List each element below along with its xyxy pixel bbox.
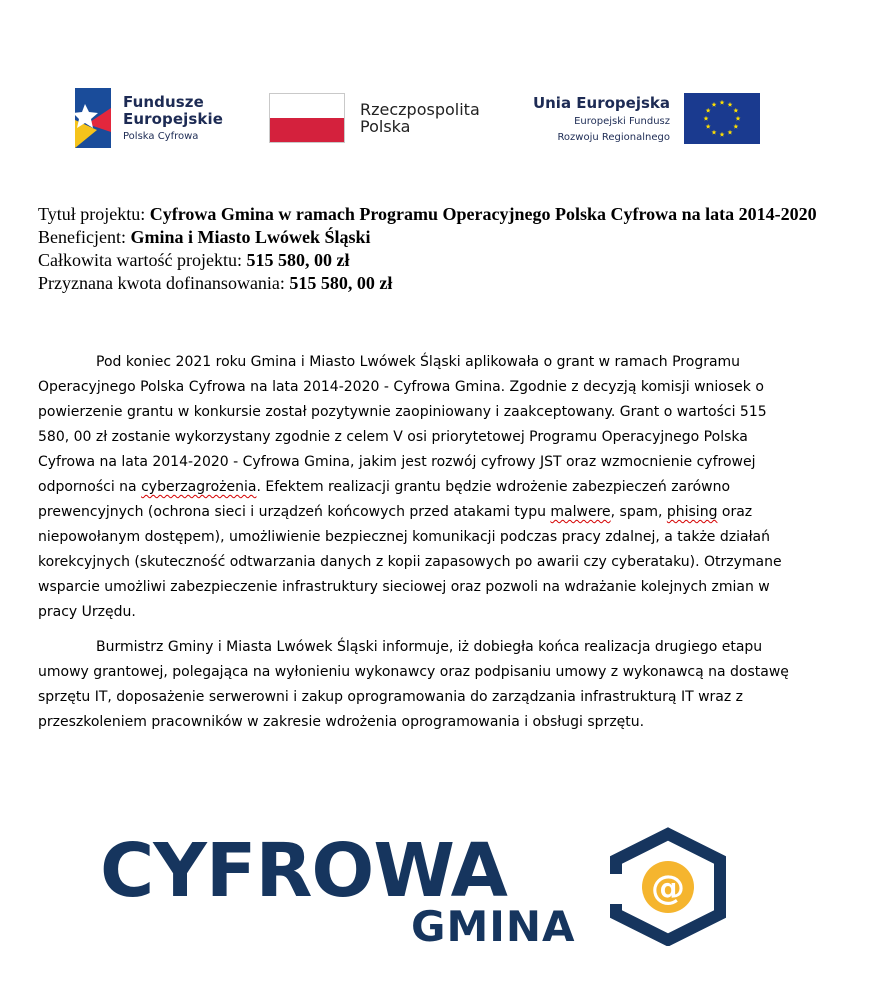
grant-amount: 515 580, 00 zł <box>289 273 393 293</box>
at-symbol: @ <box>651 868 685 908</box>
project-title-value: Cyfrowa Gmina w ramach Programu Operacyjnego Polska Cyfrowa na lata 2014-2020 <box>149 204 817 224</box>
total-value-label: Całkowita wartość projektu: <box>38 250 247 270</box>
pl-line2: Polska <box>360 117 411 136</box>
fe-line2: Europejskie <box>123 110 223 128</box>
grant-label: Przyznana kwota dofinansowania: <box>38 273 290 293</box>
paragraph-1 <box>38 350 798 625</box>
fe-line3: Polska Cyfrowa <box>123 131 199 142</box>
beneficiary-value: Gmina i Miasto Lwówek Śląski <box>130 227 371 247</box>
pl-line1: Rzeczpospolita <box>360 100 480 119</box>
total-value-amount: 515 580, 00 zł <box>246 250 350 270</box>
p1-part-d: oraz niepowołanym dostępem), umożliwienie bezpiecznej komunikacji podczas pracy zdalnej, a także działań korekcyjnych (skuteczność odtwarzania danych z kopii zapasowych po awarii czy cyberataku). Otrzymane wsparcie umożliwi zabezpieczenie infrastruktury sieciowej oraz pozwoli na wdrażanie kolejnych zmian w pracy Urzędu. <box>38 504 782 620</box>
body-text <box>38 350 798 745</box>
cyfrowa-wordmark: CYFROWA <box>100 828 507 914</box>
eu-line2: Europejski Fundusz <box>574 116 670 127</box>
unia-europejska-text <box>520 94 670 144</box>
p1-spelling-flag-1: cyberzagrożenia <box>141 479 257 495</box>
p1-spelling-flag-3: phising <box>666 504 718 520</box>
rzeczpospolita-polska-text <box>360 101 480 135</box>
p1-part-a: Pod koniec 2021 roku Gmina i Miasto Lwówek Śląski aplikowała o grant w ramach Programu Operacyjnego Polska Cyfrowa na lata 2014-2020 - Cyfrowa Gmina. Zgodnie z decyzją komisji wniosek o powierzenie grantu w konkursie został pozytywnie zaopiniowany i zaakceptowany. Grant o wartości 515 580, 00 zł zostanie wykorzystany zgodnie z celem V osi priorytetowej Programu Operacyjnego Polska Cyfrowa na lata 2014-2020 - Cyfrowa Gmina, jakim jest rozwój cyfrowy JST oraz wzmocnienie cyfrowej odporności na <box>38 354 767 495</box>
eu-flag-icon <box>684 93 760 144</box>
total-value-line <box>38 249 838 272</box>
beneficiary-label: Beneficjent: <box>38 227 131 247</box>
gmina-wordmark: GMINA <box>411 902 576 951</box>
polish-flag <box>269 93 345 143</box>
p1-spelling-flag-2: malwere <box>550 504 611 520</box>
grant-line <box>38 272 838 295</box>
project-info <box>38 203 838 295</box>
beneficiary-line <box>38 226 838 249</box>
p1-part-c: , spam, <box>610 504 667 520</box>
eu-line1: Unia Europejska <box>532 94 670 112</box>
at-hexagon-icon <box>606 826 730 946</box>
fundusze-europejskie-text <box>123 94 223 144</box>
paragraph-2: Burmistrz Gminy i Miasta Lwówek Śląski informuje, iż dobiegła końca realizacja drugiego etapu umowy grantowej, polegająca na wyłonieniu wykonawcy oraz podpisaniu umowy z wykonawcą na dostawę sprzętu IT, doposażenie serwerowni i zakup oprogramowania do zarządzania infrastrukturą IT wraz z przeszkoleniem pracowników w zakresie wdrożenia oprogramowania i obsługi sprzętu. <box>38 639 789 730</box>
project-title-label: Tytuł projektu: <box>38 204 150 224</box>
eu-line3: Rozwoju Regionalnego <box>557 132 670 143</box>
p1-part-b: . Efektem realizacji grantu będzie wdrożenie zabezpieczeń zarówno prewencyjnych (ochrona sieci i urządzeń końcowych przed atakami typu <box>38 479 731 520</box>
fe-line1: Fundusze <box>123 93 204 111</box>
project-title-line <box>38 203 838 226</box>
